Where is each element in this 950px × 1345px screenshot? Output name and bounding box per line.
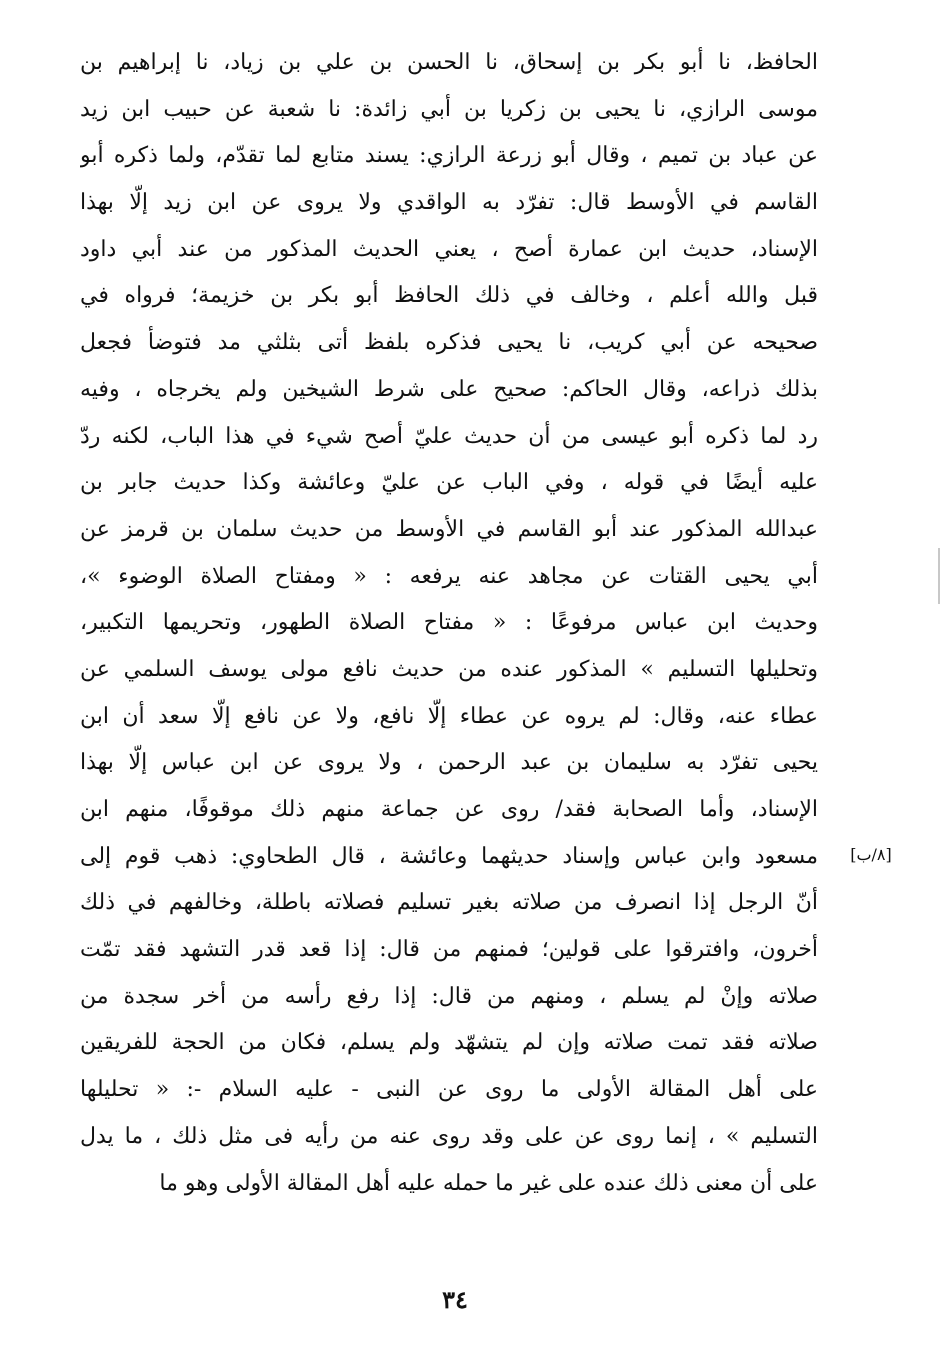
text-line: التسليم » ، إنما روى عن على وقد روى عنه من رأيه فى مثل ذلك ، ما يدل xyxy=(80,1123,818,1149)
text-line: موسى الرازي، نا يحيى بن زكريا بن أبي زائدة: نا شعبة عن حبيب ابن زيد xyxy=(80,96,818,122)
text-line: أنّ الرجل إذا انصرف من صلاته بغير تسليم فصلاته باطلة، وخالفهم في ذلك xyxy=(80,890,818,916)
page-number: ٣٤ xyxy=(442,1285,468,1314)
text-line: يحيى تفرّد به سليمان بن عبد الرحمن ، ولا يروى عن ابن عباس إلّا بهذا xyxy=(80,750,818,776)
page-edge-mark xyxy=(938,548,940,604)
text-line: صلاته فقد تمت صلاته وإن لم يتشهّد ولم يسلم، فكان من الحجة للفريقين xyxy=(80,1030,818,1056)
text-line: وحديث ابن عباس مرفوعًا : « مفتاح الصلاة الطهور، وتحريمها التكبير، xyxy=(80,610,818,636)
text-line: عليه أيضًا في قوله ، وفي الباب عن عليّ وعائشة وكذا حديث جابر بن xyxy=(80,470,818,496)
margin-folio-note: [٨/ب] xyxy=(850,845,892,864)
text-line: قبل والله أعلم ، وخالف في ذلك الحافظ أبو بكر بن خزيمة؛ فرواه في xyxy=(80,283,818,309)
text-line: القاسم في الأوسط قال: تفرّد به الواقدي ولا يروى عن ابن زيد إلّا بهذا xyxy=(80,190,818,216)
text-line: أخرون، وافترقوا على قولين؛ فمنهم من قال: إذا قعد قدر التشهد فقد تمّت xyxy=(80,937,818,963)
text-line: عبدالله المذكور عند أبو القاسم في الأوسط من حديث سلمان بن قرمز عن xyxy=(80,516,818,542)
text-line: أبي يحيى القتات عن مجاهد عنه يرفعه : « ومفتاح الصلاة الوضوء »، xyxy=(80,563,818,589)
text-line: وتحليلها التسليم » المذكور عنده من حديث نافع مولى يوسف السلمي عن xyxy=(80,656,818,682)
text-line: صحيحه عن أبي كريب، نا يحيى فذكره بلفظ أتى بثلثي مد فتوضأ فجعل xyxy=(80,330,818,356)
text-line: بذلك ذراعه، وقال الحاكم: صحيح على شرط الشيخين ولم يخرجاه ، وفيه xyxy=(80,376,818,402)
body-text xyxy=(80,40,818,1207)
text-line: صلاته وإنْ لم يسلم ، ومنهم من قال: إذا رفع رأسه من أخر سجدة من xyxy=(80,983,818,1009)
text-line: الحافظ، نا أبو بكر بن إسحاق، نا الحسن بن علي بن زياد، نا إبراهيم بن xyxy=(80,50,818,75)
text-line: رد لما ذكره أبو عيسى من أن حديث عليّ أصح شيء في هذا الباب، لكنه ردّ xyxy=(80,423,818,449)
text-line: الإسناد، حديث ابن عمارة أصح ، يعني الحديث المذكور من عند أبي داود xyxy=(80,236,818,262)
text-line: على أهل المقالة الأولى ما روى عن النبى - عليه السلام -: « تحليلها xyxy=(80,1077,818,1103)
text-line: مسعود وابن عباس وإسناد حديثهما وعائشة ، قال الطحاوي: ذهب قوم إلى xyxy=(80,843,818,869)
text-line: على أن معنى ذلك عنده على غير ما حمله عليه أهل المقالة الأولى وهو ما xyxy=(159,1170,818,1196)
text-line: عن عباد بن تميم ، وقال أبو زرعة الرازي: يسند متابع لما تقدّم، ولما ذكره أبو xyxy=(80,143,818,169)
text-line: عطاء عنه، وقال: لم يروه عن عطاء إلّا نافع، ولا عن نافع إلّا سعد أن ابن xyxy=(80,703,818,729)
text-line: الإسناد، وأما الصحابة فقد/ روى عن جماعة منهم ذلك موقوفًا، منهم ابن xyxy=(80,797,818,822)
